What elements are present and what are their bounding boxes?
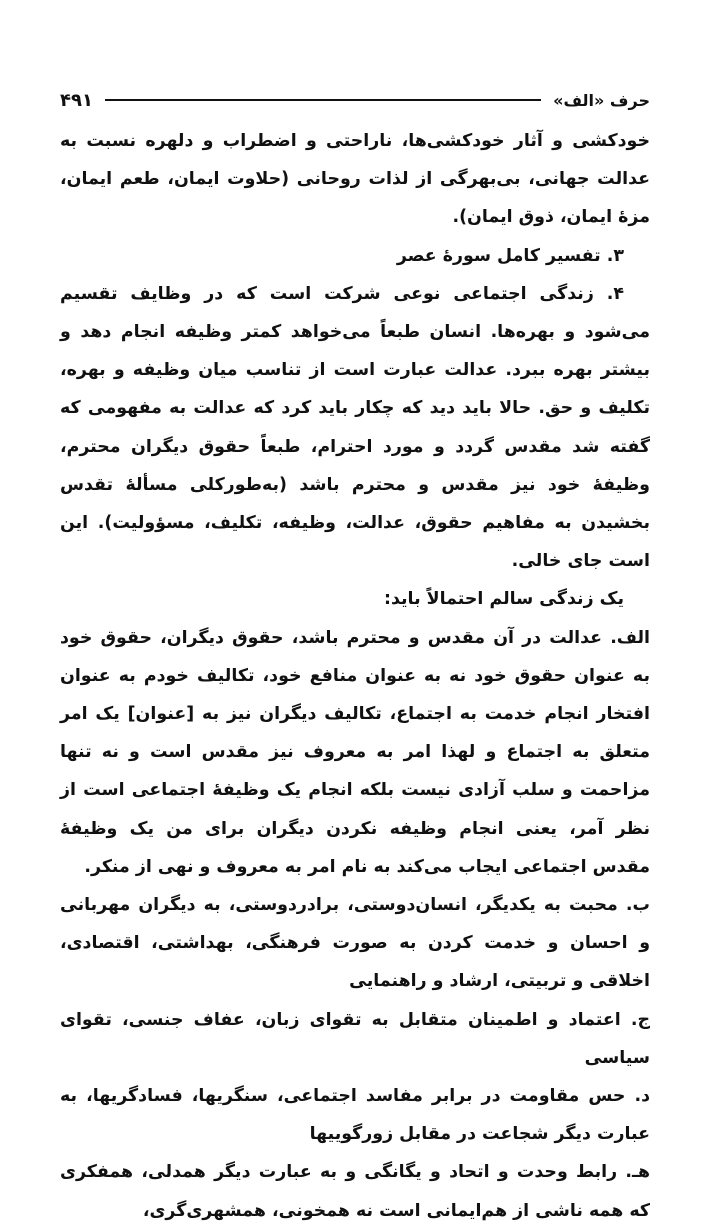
paragraph-alef: الف. عدالت در آن مقدس و محترم باشد، حقوق دیگران، حقوق خود به عنوان حقوق خود نه به عنوان منافع خود، تکالیف خودم به عنوان افتخار انجام خدمت به اجتماع، تکالیف دیگران نیز به [عنوان] یک امر متعلق به اجتماع و لهذا امر به معروف نیز مقدس است و نه تنها مزاحمت و سلب آزادی نیست بلکه انجام یک وظیفهٔ اجتماعی است از نظر آمر، یعنی انجام وظیفه نکردن دیگران برای من یک وظیفهٔ مقدس اجتماعی ایجاب می‌کند به نام امر به معروف و نهی از منکر. bbox=[60, 627, 650, 877]
paragraph-be: ب. محبت به یکدیگر، انسان‌دوستی، برادردوستی، به دیگران مهربانی و احسان و خدمت کردن به صورت فرهنگی، بهداشتی، اقتصادی، اخلاقی و تربیتی، ارشاد و راهنمایی bbox=[60, 895, 650, 992]
running-header bbox=[60, 86, 650, 114]
paragraph-dal: د. حس مقاومت در برابر مفاسد اجتماعی، سنگریها، فسادگریها، به عبارت دیگر شجاعت در مقابل زورگوییها bbox=[60, 1086, 650, 1145]
running-header-title: حرف «الف» bbox=[553, 90, 650, 110]
paragraph-item-4: ۴. زندگی اجتماعی نوعی شرکت است که در وظایف تقسیم می‌شود و بهره‌ها. انسان طبعاً می‌خواهد کمتر وظیفه انجام دهد و بیشتر بهره ببرد. عدالت عبارت است از تناسب میان وظیفه و بهره، تکلیف و حق. حالا باید دید که چکار باید کرد که عدالت به مفهومی که گفته شد مقدس گردد و مورد احترام، طبعاً حقوق دیگران محترم، وظیفهٔ خود نیز مقدس و محترم باشد (به‌طورکلی مسألهٔ تقدس بخشیدن به مفاهیم حقوق، عدالت، وظیفه، تکلیف، مسؤولیت). این است جای خالی. bbox=[60, 283, 650, 572]
paragraph-jim: ج. اعتماد و اطمینان متقابل به تقوای زبان، عفاف جنسی، تقوای سیاسی bbox=[60, 1009, 650, 1068]
book-page bbox=[60, 86, 650, 1230]
body-text bbox=[60, 122, 650, 1230]
page-number: ۴۹۱ bbox=[60, 89, 93, 111]
paragraph-item-2-end: خودکشی و آثار خودکشی‌ها، ناراحتی و اضطراب و دلهره نسبت به عدالت جهانی، بی‌بهرگی از لذات روحانی (حلاوت ایمان، طعم ایمان، مزهٔ ایمان، ذوق ایمان). bbox=[60, 131, 650, 228]
header-rule bbox=[105, 99, 541, 101]
paragraph-healthy-life-intro: یک زندگی سالم احتمالاً باید: bbox=[384, 589, 624, 610]
paragraph-he: هـ. رابط وحدت و اتحاد و یگانگی و به عبارت دیگر همدلی، همفکری که همه ناشی از هم‌ایمانی است نه همخونی، همشهری‌گری، bbox=[60, 1162, 650, 1221]
paragraph-item-3: ۳. تفسیر کامل سورهٔ عصر bbox=[396, 245, 624, 266]
